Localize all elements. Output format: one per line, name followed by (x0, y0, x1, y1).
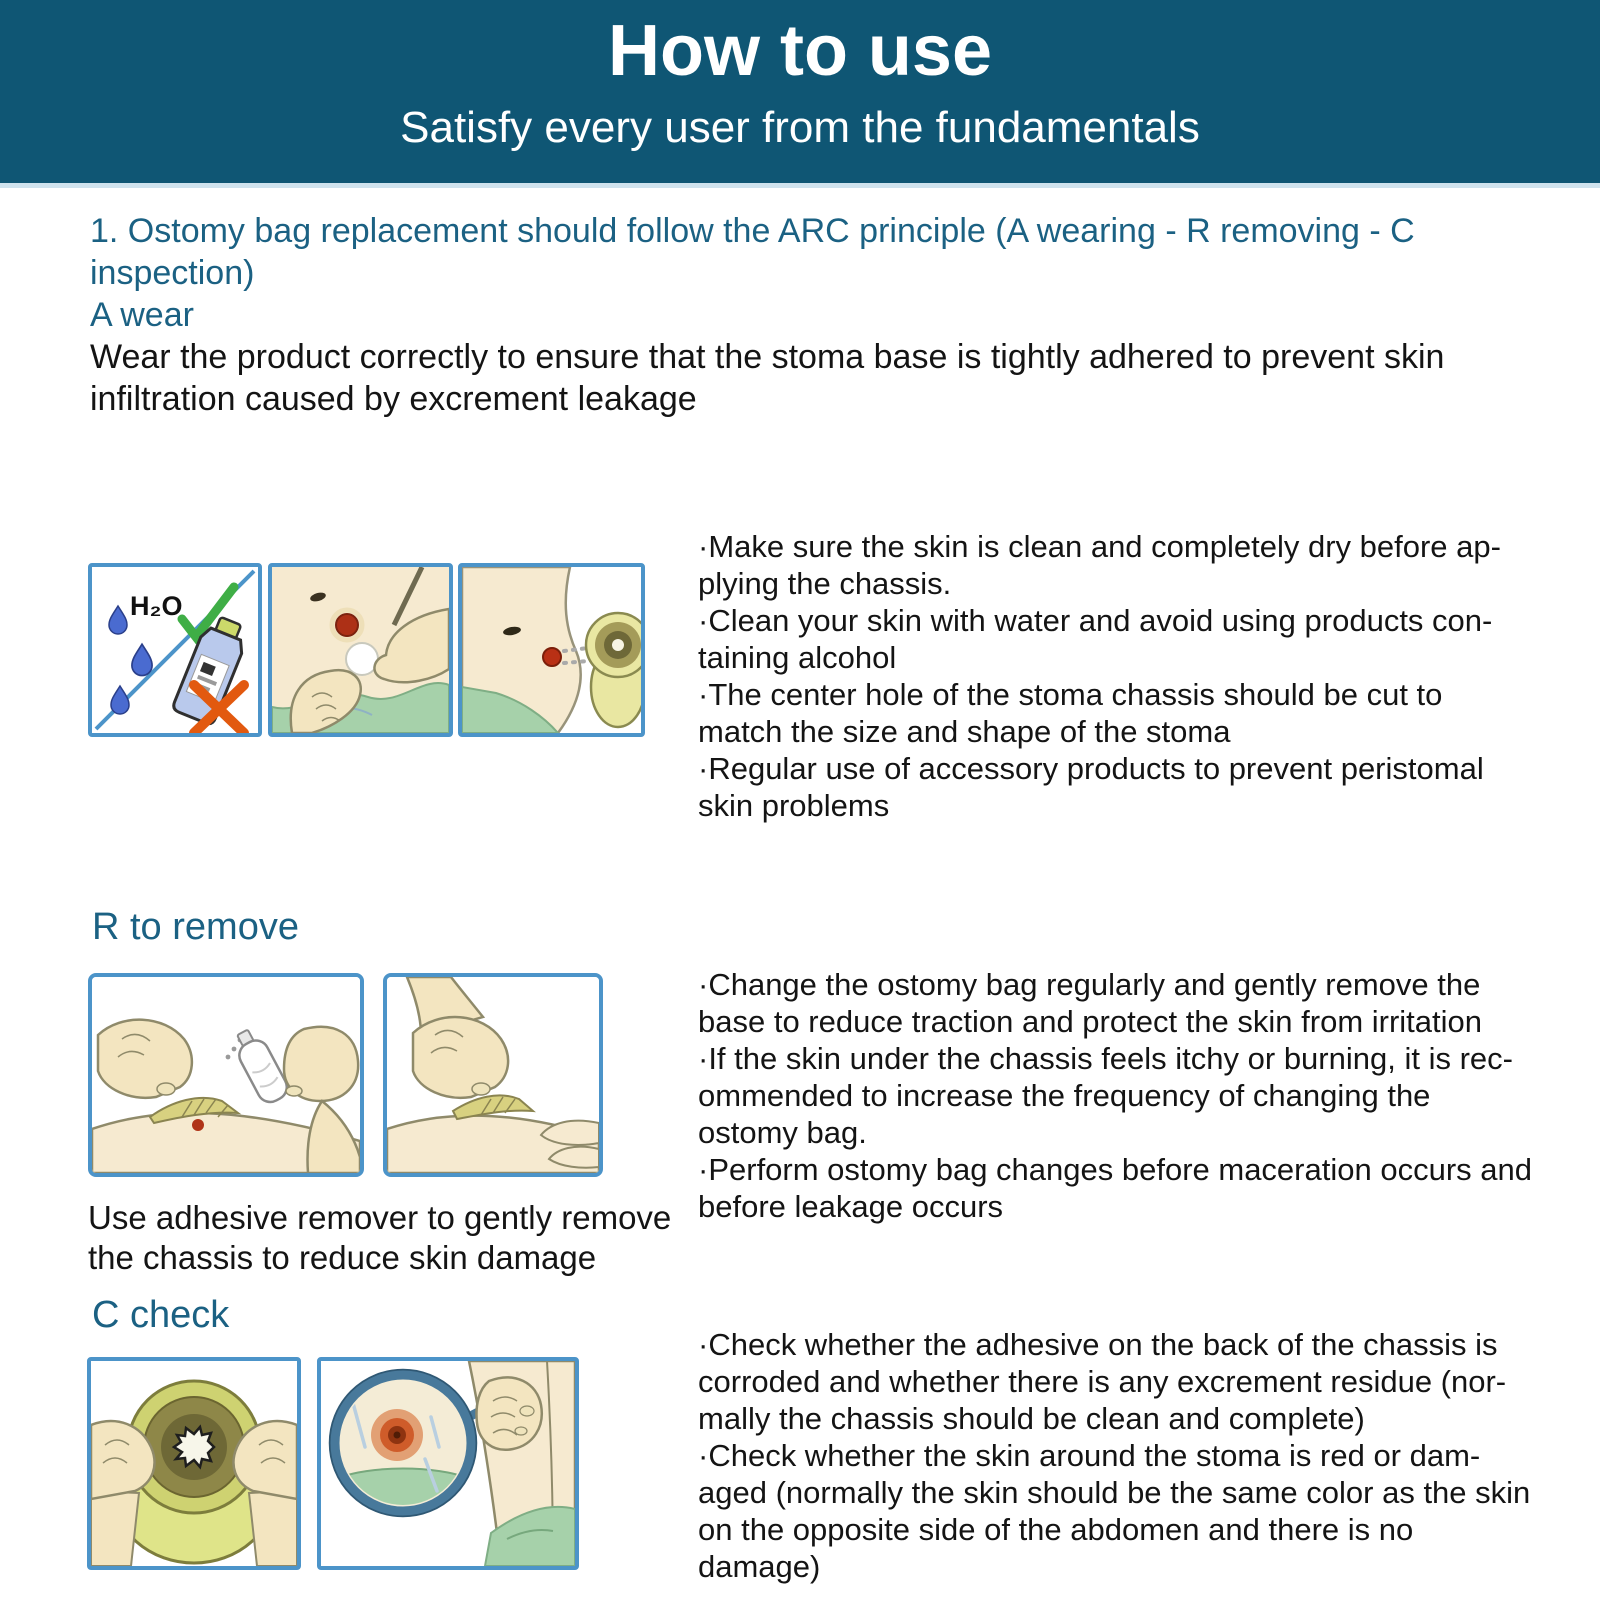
water-drops-icon (109, 606, 152, 714)
a-wear-subheading: A wear (90, 296, 194, 334)
illustration-inspect-skin-mirror (317, 1357, 579, 1570)
peel-chassis-icon (387, 977, 599, 1173)
hand-holding-mirror (477, 1377, 542, 1449)
illustration-apply-ostomy-bag (458, 563, 645, 737)
illustration-spray-adhesive-remover (88, 973, 364, 1177)
illustration-peel-chassis (383, 973, 603, 1177)
h2o-label: H₂O (130, 591, 183, 621)
mirror-check-icon (321, 1361, 575, 1566)
intro-block (90, 210, 1580, 420)
wear-instructions-text: ·Make sure the skin is clean and completely dry before ap- plying the chassis. ·Clean your skin with water and avoid using products con- taining alcohol ·The center hole of the stoma chassis should be cut to match the size and shape of the stoma ·Regular use of accessory products to prevent peristomal skin problems (698, 529, 1501, 823)
left-hand (98, 1020, 192, 1098)
inspect-chassis-icon (91, 1361, 297, 1566)
illustration-clean-with-water-not-alcohol (88, 563, 262, 737)
remove-instructions-text: ·Change the ostomy bag regularly and gently remove the base to reduce traction and protect the skin from irritation ·If the skin under the chassis feels itchy or burning, it is rec- ommended to increase the frequency of changing the ostomy bag. ·Perform ostomy bag changes before maceration occurs and before leakage occurs (698, 967, 1532, 1224)
a-wear-description: Wear the product correctly to ensure that the stoma base is tightly adhered to prevent skin infiltration caused by excrement leakage (90, 338, 1445, 418)
remove-caption: Use adhesive remover to gently remove the chassis to reduce skin damage (88, 1199, 672, 1276)
alcohol-bottle-icon (172, 613, 252, 726)
cotton-ball (346, 643, 378, 675)
stoma (543, 648, 561, 666)
arc-principle-heading: 1. Ostomy bag replacement should follow the ARC principle (A wearing - R removing - C inspection) (90, 212, 1415, 292)
stoma-reflection (394, 1432, 401, 1439)
page-subtitle: Satisfy every user from the fundamentals (400, 103, 1200, 152)
c-check-subheading: C check (92, 1294, 230, 1336)
adhesive-remover-icon (92, 977, 360, 1173)
stoma (336, 614, 358, 636)
check-instructions-text: ·Check whether the adhesive on the back of the chassis is corroded and whether there is any excrement residue (nor- mally the chassis should be clean and complete) ·Check whether the skin around the stoma is red or dam- aged (normally the skin should be the same color as the skin on the opposite side of the abdomen and there is no damage) (698, 1327, 1531, 1584)
apply-bag-icon (462, 567, 641, 733)
stoma (192, 1119, 204, 1131)
clean-skin-icon (272, 567, 449, 733)
illustration-clean-skin-around-stoma (268, 563, 453, 737)
r-remove-subheading: R to remove (92, 906, 299, 948)
water-vs-alcohol-icon (92, 567, 258, 733)
page-title: How to use (607, 11, 992, 91)
illustration-inspect-chassis-back (87, 1357, 301, 1570)
